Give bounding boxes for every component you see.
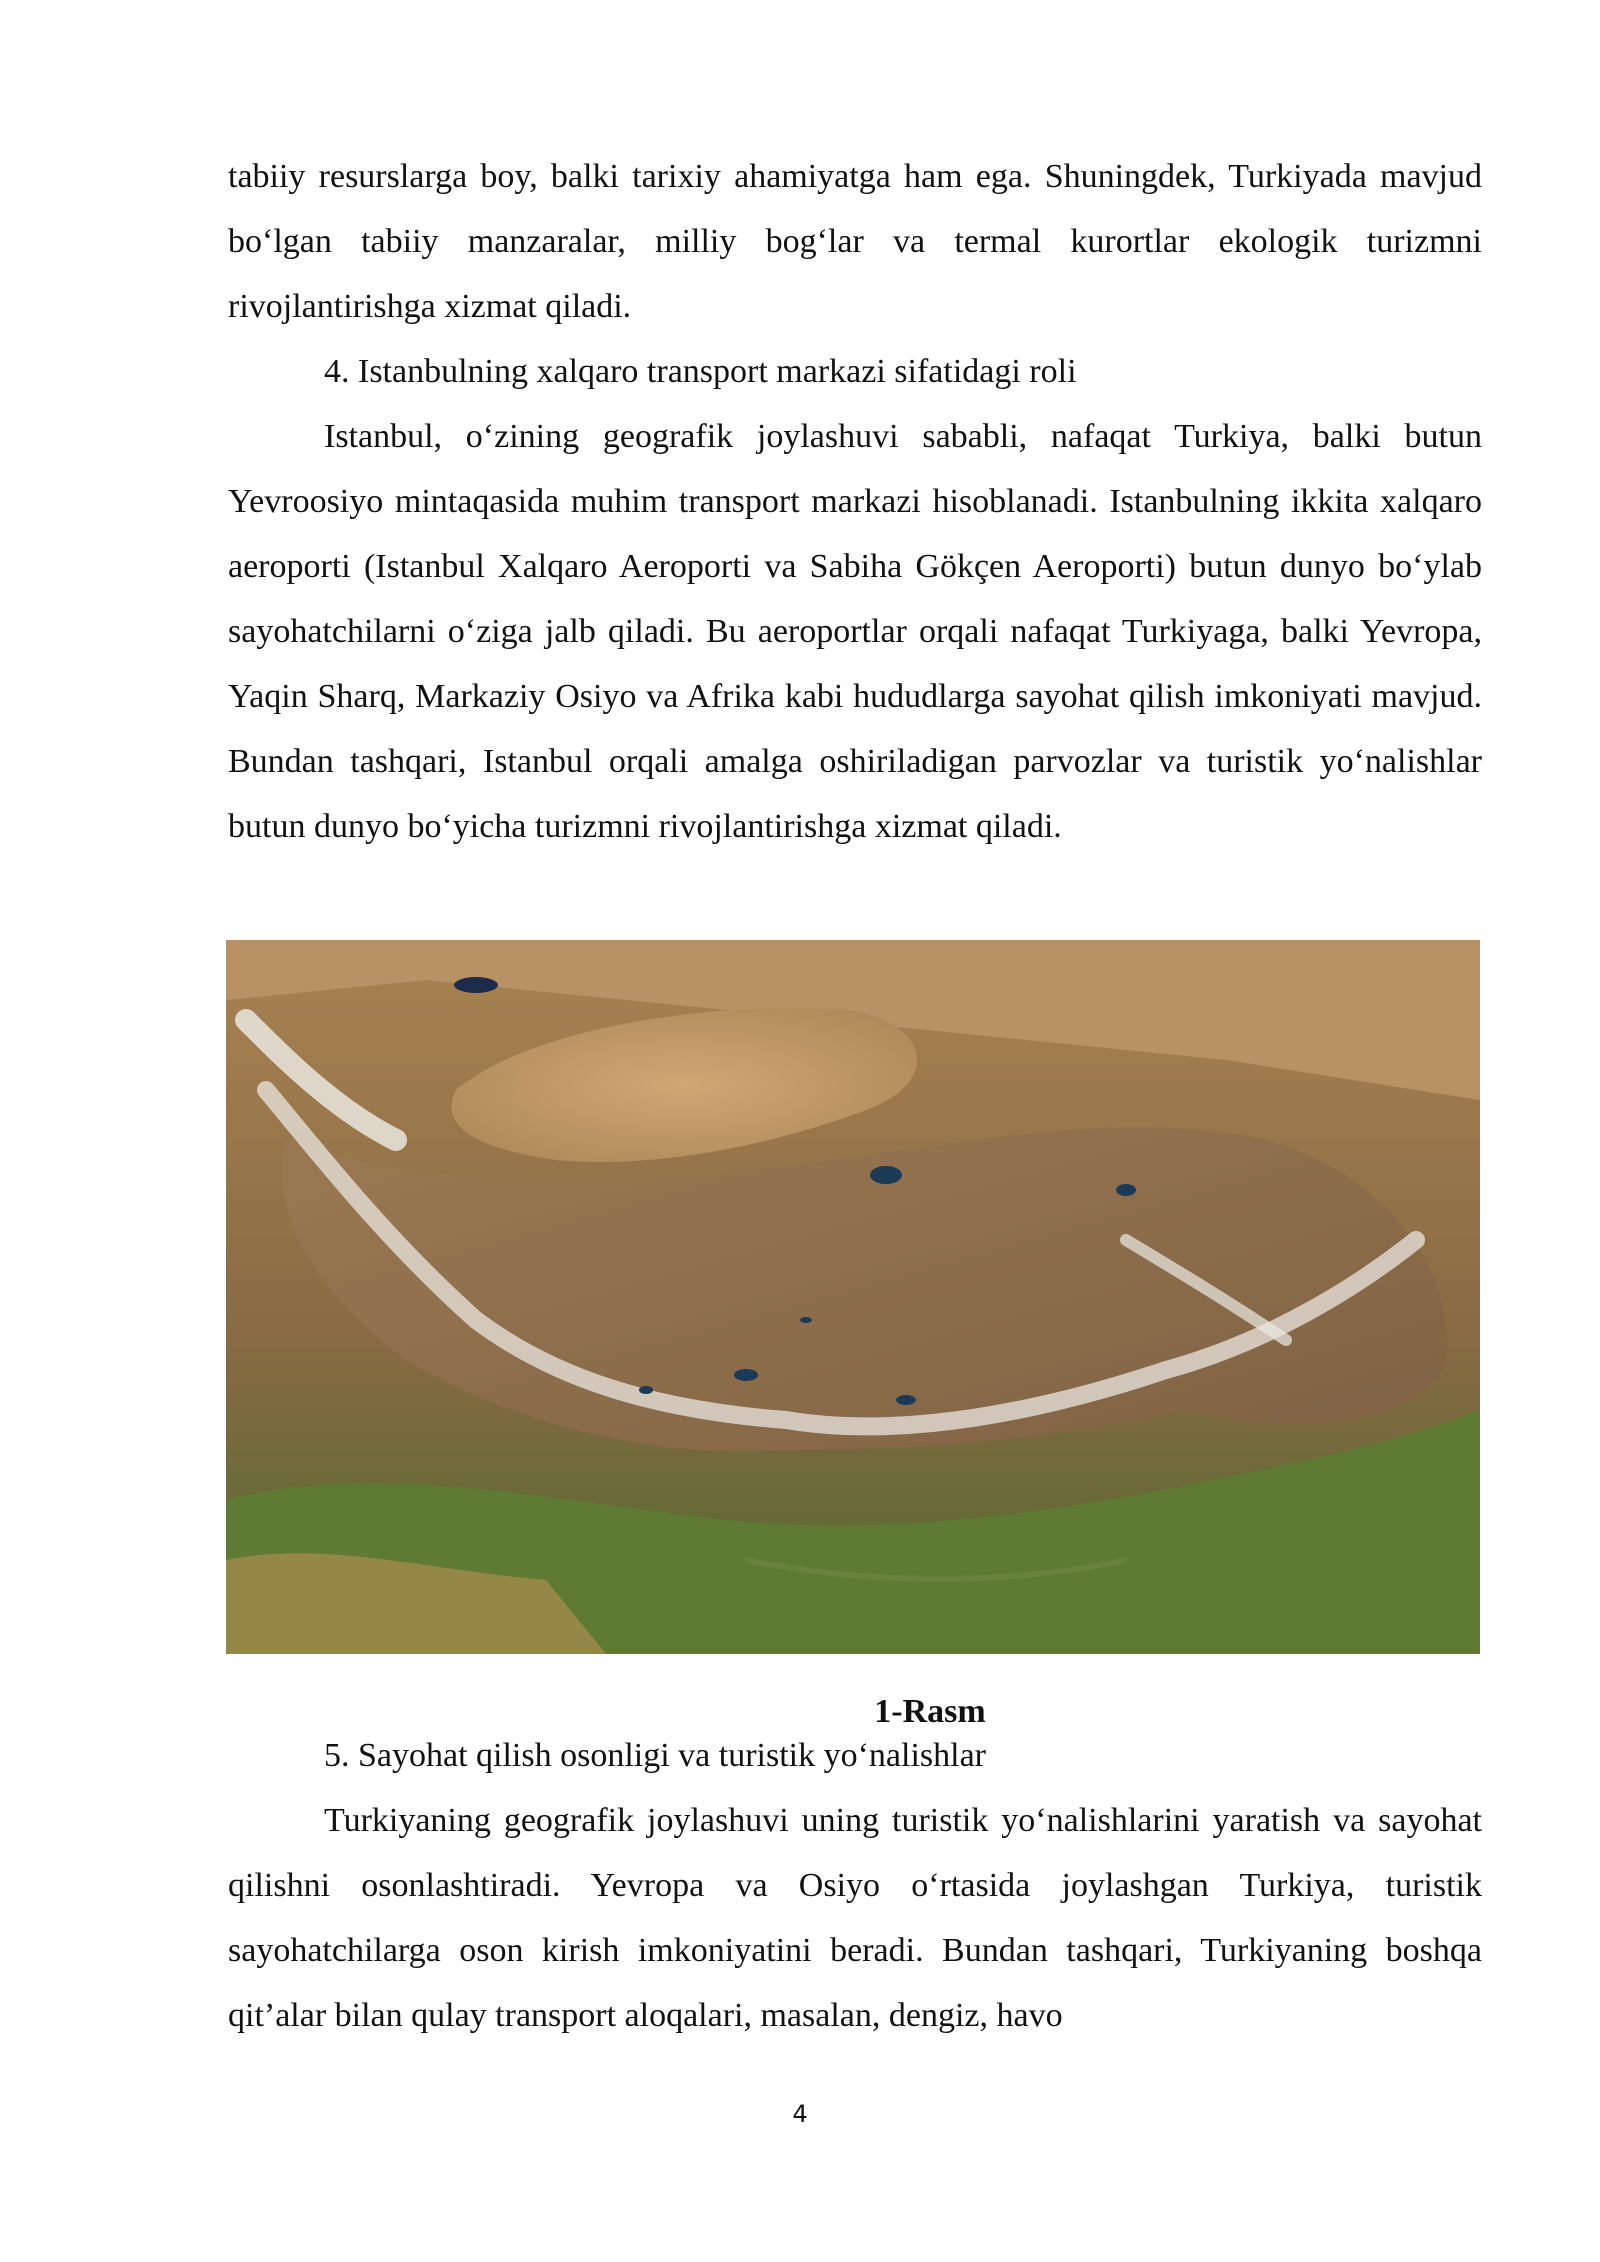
- paragraph-top: tabiiy resurslarga boy, balki tarixiy ahamiyatga ham ega. Shuningdek, Turkiyada mavjud bo‘lgan tabiiy manzaralar, milliy bog‘lar va termal kurortlar ekologik turizmni rivojlantirishga xizmat qiladi.: [228, 158, 1482, 325]
- figure-caption: 1-Rasm: [874, 1693, 986, 1730]
- page-number: 4: [792, 2100, 808, 2128]
- paragraph-travel: Turkiyaning geografik joylashuvi uning turistik yo‘nalishlarini yaratish va sayohat qilishni osonlashtiradi. Yevropa va Osiyo o‘rtasida joylashgan Turkiya, turistik sayohatchilarga oson kirish imkoniyatini beradi. Bundan tashqari, Turkiyaning boshqa qit’alar bilan qulay transport aloqalari, masalan, dengiz, havo: [228, 1802, 1482, 2034]
- text-block-top: [228, 144, 1482, 859]
- text-block-bottom: [228, 1723, 1482, 2048]
- heading-section-4: 4. Istanbulning xalqaro transport markazi sifatidagi roli: [324, 353, 1077, 390]
- satellite-figure: [226, 940, 1480, 1654]
- heading-section-5: 5. Sayohat qilish osonligi va turistik yo‘nalishlar: [324, 1737, 987, 1774]
- satellite-image: [226, 940, 1480, 1654]
- paragraph-istanbul: Istanbul, o‘zining geografik joylashuvi sababli, nafaqat Turkiya, balki butun Yevroosiyo mintaqasida muhim transport markazi hisoblanadi. Istanbulning ikkita xalqaro aeroporti (Istanbul Xalqaro Aeroporti va Sabiha Gökçen Aeroporti) butun dunyo bo‘ylab sayohatchilarni o‘ziga jalb qiladi. Bu aeroportlar orqali nafaqat Turkiyaga, balki Yevropa, Yaqin Sharq, Markaziy Osiyo va Afrika kabi hududlarga sayohat qilish imkoniyati mavjud. Bundan tashqari, Istanbul orqali amalga oshiriladigan parvozlar va turistik yo‘nalishlar butun dunyo bo‘yicha turizmni rivojlantirishga xizmat qiladi.: [228, 418, 1482, 845]
